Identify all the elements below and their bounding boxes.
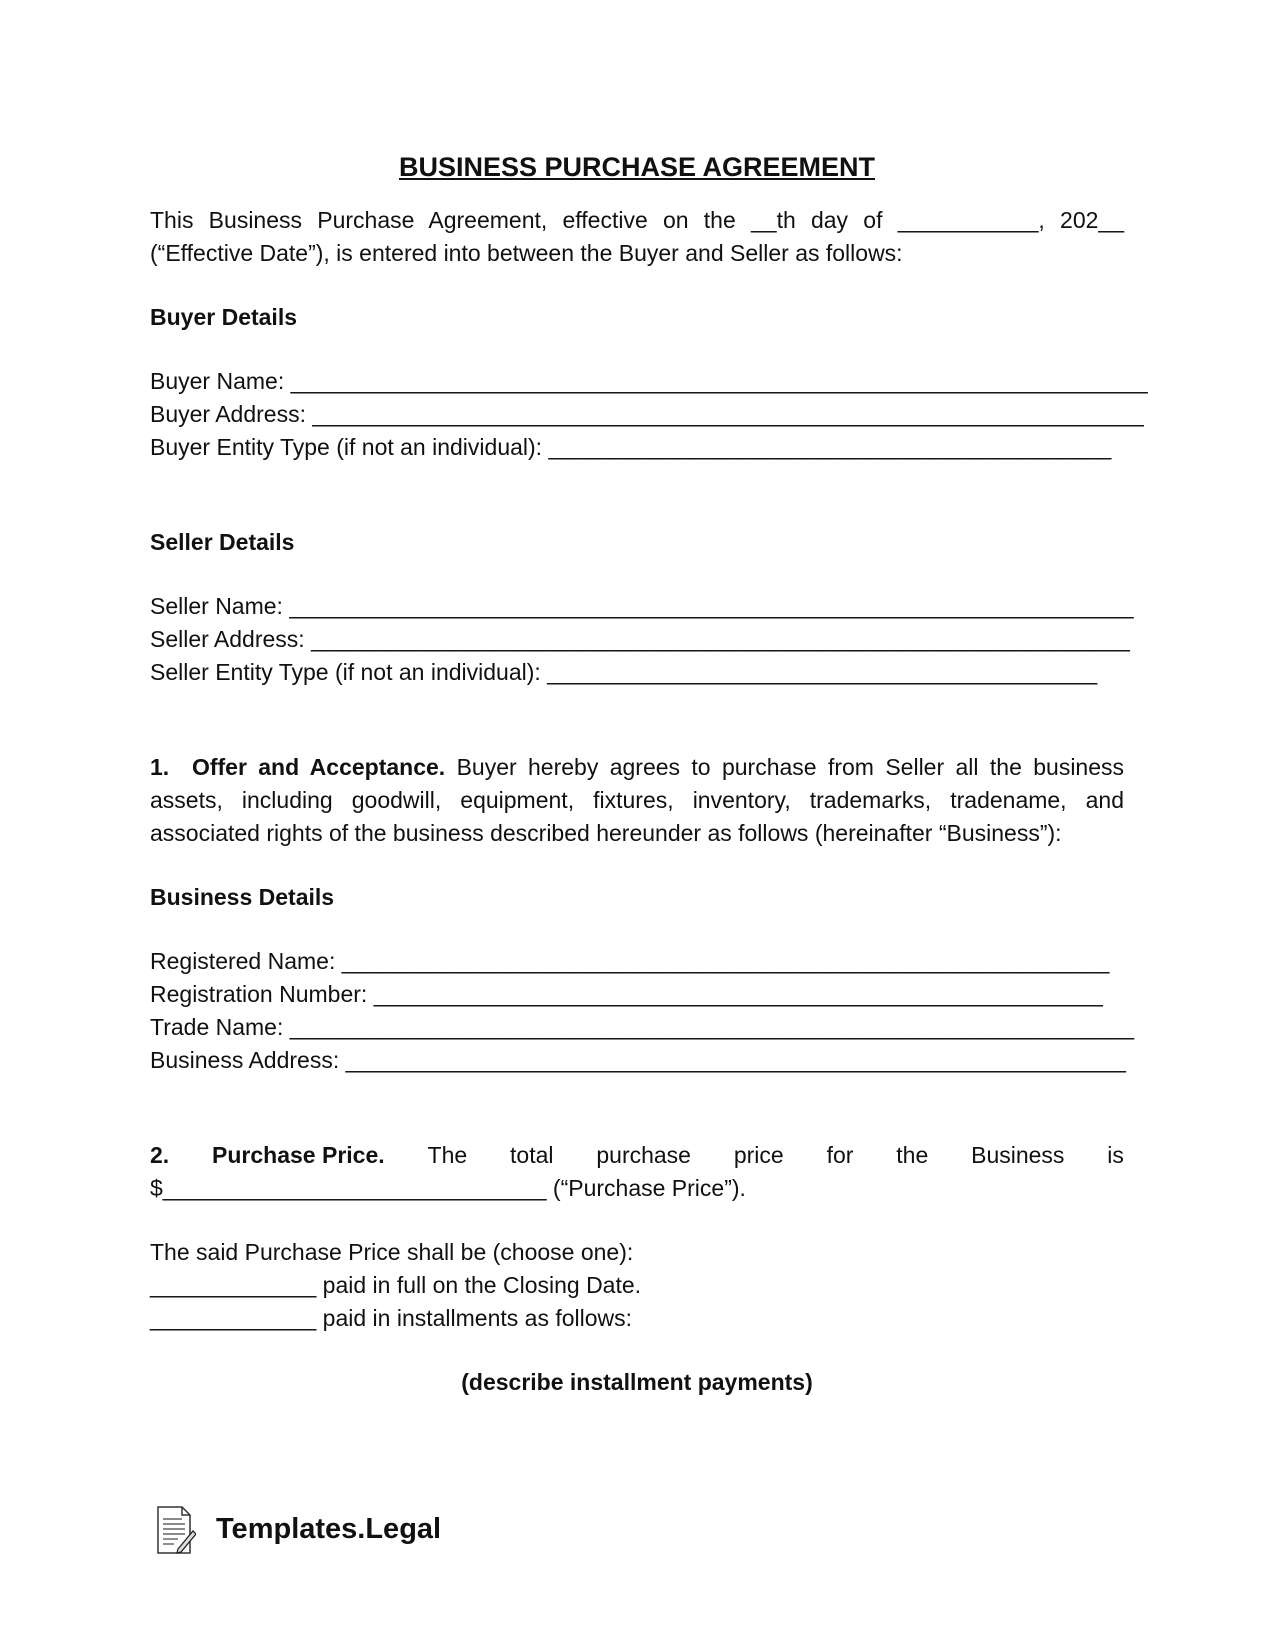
section-2-number: 2. bbox=[150, 1142, 170, 1168]
section-1-title: Offer and Acceptance. bbox=[191, 754, 446, 780]
registration-number-field[interactable]: Registration Number: _________________________________________________________ bbox=[150, 981, 1103, 1007]
installment-description-note: (describe installment payments) bbox=[461, 1369, 813, 1395]
document-pen-icon bbox=[156, 1503, 196, 1555]
section-2-word: The bbox=[427, 1142, 468, 1168]
registered-name-field[interactable]: Registered Name: ____________________________________________________________ bbox=[150, 948, 1110, 974]
intro-paragraph bbox=[150, 204, 1124, 270]
section-2-word: for bbox=[826, 1142, 854, 1168]
seller-name-field[interactable]: Seller Name: __________________________________________________________________ bbox=[150, 593, 1134, 619]
section-2-word: is bbox=[1107, 1142, 1124, 1168]
payment-choice-label: The said Purchase Price shall be (choose one): bbox=[150, 1239, 634, 1265]
seller-details-heading: Seller Details bbox=[150, 529, 295, 555]
document-title: BUSINESS PURCHASE AGREEMENT bbox=[398, 152, 876, 182]
section-1-text: Buyer hereby agrees to purchase from Seller all the business assets, including goodwill, equipment, fixtures, inventory, trademarks, tradename, and associated rights of the business described hereunder as follows (hereinafter “Business”): bbox=[150, 754, 1125, 846]
section-1-offer-acceptance bbox=[150, 751, 1124, 850]
buyer-entity-field[interactable]: Buyer Entity Type (if not an individual): ____________________________________________ bbox=[150, 434, 1112, 460]
section-1-number: 1. bbox=[150, 754, 170, 780]
section-2-word: purchase bbox=[596, 1142, 691, 1168]
business-details-heading: Business Details bbox=[150, 884, 335, 910]
section-2-purchase-price bbox=[150, 1139, 1124, 1205]
trade-name-field[interactable]: Trade Name: __________________________________________________________________ bbox=[150, 1014, 1134, 1040]
footer-brand bbox=[156, 1503, 441, 1555]
seller-entity-field[interactable]: Seller Entity Type (if not an individual): ___________________________________________ bbox=[150, 659, 1098, 685]
footer-brand-text: Templates.Legal bbox=[216, 1512, 442, 1545]
seller-address-field[interactable]: Seller Address: ________________________________________________________________ bbox=[150, 626, 1130, 652]
intro-line-2: (“Effective Date”), is entered into between the Buyer and Seller as follows: bbox=[150, 240, 903, 266]
document-body bbox=[150, 150, 1148, 1399]
purchase-price-field[interactable]: $______________________________ (“Purchase Price”). bbox=[150, 1175, 746, 1201]
buyer-name-field[interactable]: Buyer Name: ___________________________________________________________________ bbox=[150, 368, 1148, 394]
section-2-line-1 bbox=[150, 1139, 1124, 1172]
payment-option-installments[interactable]: _____________ paid in installments as follows: bbox=[150, 1305, 633, 1331]
business-address-field[interactable]: Business Address: _____________________________________________________________ bbox=[150, 1047, 1126, 1073]
intro-line-1: This Business Purchase Agreement, effective on the __th day of ___________, 202__ bbox=[150, 207, 1124, 233]
buyer-details-heading: Buyer Details bbox=[150, 304, 298, 330]
section-2-word: total bbox=[510, 1142, 554, 1168]
section-2-word: the bbox=[896, 1142, 929, 1168]
section-2-word: Business bbox=[971, 1142, 1065, 1168]
section-2-title: Purchase Price. bbox=[212, 1142, 385, 1168]
buyer-address-field[interactable]: Buyer Address: _________________________________________________________________ bbox=[150, 401, 1144, 427]
section-2-word: price bbox=[733, 1142, 784, 1168]
payment-option-full[interactable]: _____________ paid in full on the Closing Date. bbox=[150, 1272, 642, 1298]
